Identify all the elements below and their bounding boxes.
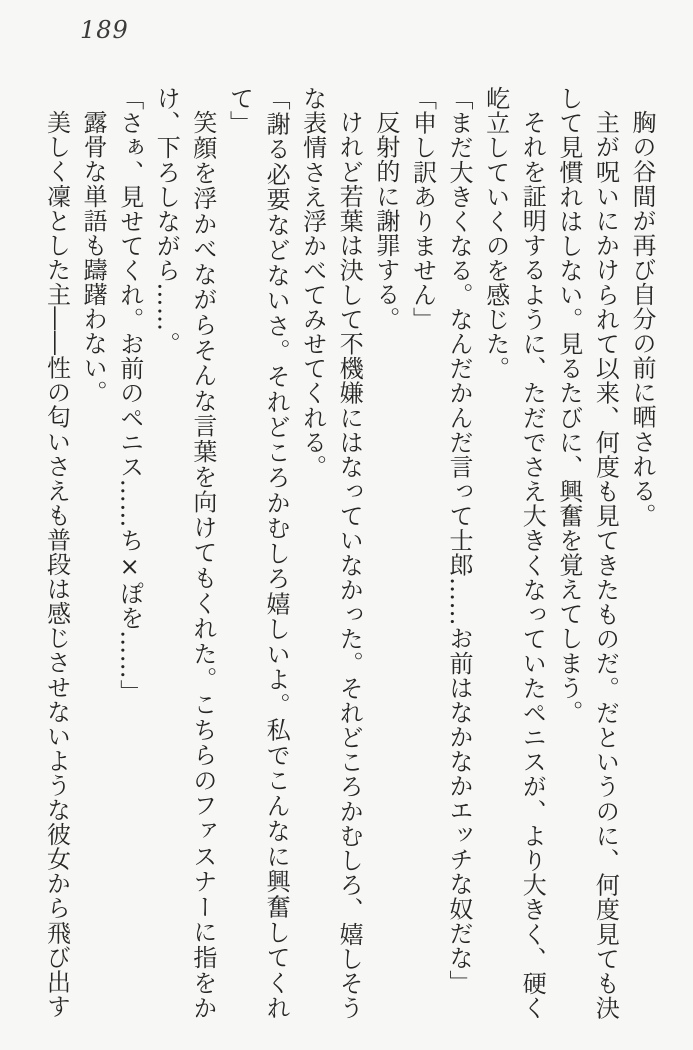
paragraph: 「まだ大きくなる。なんだかんだ言って士郎……お前はなかなかエッチな奴だな」 — [445, 86, 474, 995]
vertical-text-block — [38, 86, 660, 1020]
paragraph: 主が呪いにかけられて以来、何度も見てきたものだ。だというのに、何度見ても決して見慣れはしない。見るたびに、興奮を覚えてしまう。 — [554, 86, 620, 1020]
page-number: 189 — [80, 16, 129, 44]
paragraph: けれど若葉は決して不機嫌にはなっていなかった。それどころかむしろ、嬉しそうな表情さえ浮かべてみせてくれる。 — [298, 86, 364, 1020]
paragraph: 露骨な単語も躊躇わない。 — [79, 110, 108, 405]
paragraph: それを証明するように、ただでさえ大きくなっていたペニスが、より大きく、硬く屹立していくのを感じた。 — [481, 86, 547, 1020]
paragraph: 美しく凜とした主――性の匂いさえも普段は感じさせないような彼女から飛び出す — [42, 110, 71, 1019]
paragraph: 笑顔を浮かべながらそんな言葉を向けてもくれた。こちらのファスナーに指をかけ、下ろしながら……。 — [152, 86, 217, 1020]
paragraph: 反射的に謝罪する。 — [371, 110, 400, 331]
paragraph: 「さぁ、見せてくれ。お前のペニス……ち×ぽを……」 — [115, 86, 144, 704]
paragraph: 「謝る必要などないさ。それどころかむしろ嬉しいよ。私でこんなに興奮してくれて」 — [225, 86, 291, 1020]
paragraph: 「申し訳ありません」 — [408, 86, 437, 332]
paragraph: 胸の谷間が再び自分の前に晒される。 — [628, 110, 656, 528]
